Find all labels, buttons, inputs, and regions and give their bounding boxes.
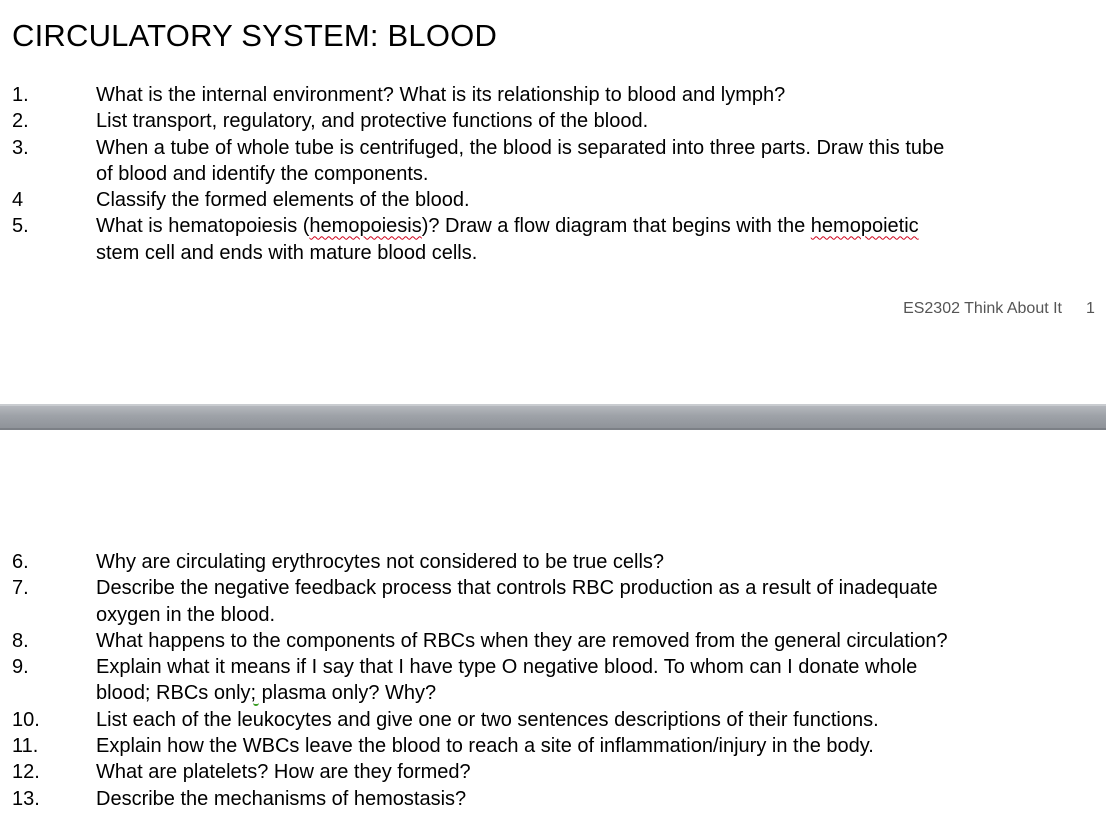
document-title: CIRCULATORY SYSTEM: BLOOD (12, 18, 498, 53)
question-list-page-2 (0, 549, 1106, 812)
document-page-2 (0, 430, 1106, 840)
page-number: 1 (1086, 300, 1095, 317)
page-break-separator (0, 404, 1106, 430)
question-number: 10. (12, 708, 40, 731)
page-footer (903, 300, 1106, 318)
question-number: 6. (12, 551, 29, 573)
question-text-line: of blood and identify the components. (96, 162, 429, 185)
question-text-line: Why are circulating erythrocytes not considered to be true cells? (96, 551, 665, 573)
question-1 (0, 82, 1106, 108)
question-number: 13. (12, 787, 40, 810)
question-number: 5. (12, 215, 29, 238)
question-11 (0, 733, 1106, 759)
question-text-line (96, 680, 1106, 706)
question-8 (0, 628, 1106, 654)
question-number: 7. (12, 577, 29, 600)
question-number: 2. (12, 110, 29, 133)
question-list-page-1 (0, 82, 1106, 266)
question-number: 11. (12, 735, 39, 758)
question-text-line (96, 213, 1106, 239)
question-text-line: oxygen in the blood. (96, 603, 276, 626)
spellcheck-flagged-word: hemopoiesis (309, 215, 422, 238)
grammar-flagged-punctuation: ; (250, 682, 257, 705)
question-3 (0, 135, 1106, 188)
document-page-1 (0, 0, 1106, 404)
question-text-line: List transport, regulatory, and protective functions of the blood. (96, 110, 649, 133)
question-text-line: Explain what it means if I say that I have type O negative blood. To whom can I donate whole (96, 656, 918, 679)
question-text-line: Describe the negative feedback process that controls RBC production as a result of inadequate (96, 577, 938, 600)
question-number: 1. (12, 84, 29, 106)
question-number: 12. (12, 761, 40, 784)
question-text-line: Explain how the WBCs leave the blood to reach a site of inflammation/injury in the body. (96, 735, 874, 758)
question-text-line: What is the internal environment? What is its relationship to blood and lymph? (96, 84, 786, 106)
question-number: 4 (12, 189, 24, 212)
text-segment: )? Draw a flow diagram that begins with the (421, 215, 811, 238)
question-7 (0, 575, 1106, 628)
spellcheck-flagged-word: hemopoietic (810, 215, 919, 238)
question-10 (0, 707, 1106, 733)
text-segment: blood; RBCs only (96, 682, 251, 705)
question-2 (0, 108, 1106, 134)
question-text-line: What happens to the components of RBCs when they are removed from the general circulation? (96, 629, 948, 652)
question-text-line: Describe the mechanisms of hemostasis? (96, 787, 467, 810)
question-text-line: Classify the formed elements of the blood. (96, 189, 470, 212)
text-segment: What is hematopoiesis ( (96, 215, 310, 238)
question-text-line: stem cell and ends with mature blood cells. (96, 241, 478, 264)
footer-label: ES2302 Think About It (903, 300, 1062, 317)
question-number: 8. (12, 629, 29, 652)
question-12 (0, 759, 1106, 785)
question-13 (0, 786, 1106, 812)
question-4 (0, 187, 1106, 213)
text-segment: plasma only? Why? (256, 682, 437, 705)
question-number: 9. (12, 656, 29, 679)
question-text-line: List each of the leukocytes and give one or two sentences descriptions of their functions. (96, 708, 879, 731)
question-text-line: What are platelets? How are they formed? (96, 761, 471, 784)
question-number: 3. (12, 136, 29, 159)
question-5 (0, 213, 1106, 266)
question-text-line: When a tube of whole tube is centrifuged, the blood is separated into three parts. Draw this tube (96, 136, 945, 159)
question-6 (0, 549, 1106, 575)
question-9 (0, 654, 1106, 707)
